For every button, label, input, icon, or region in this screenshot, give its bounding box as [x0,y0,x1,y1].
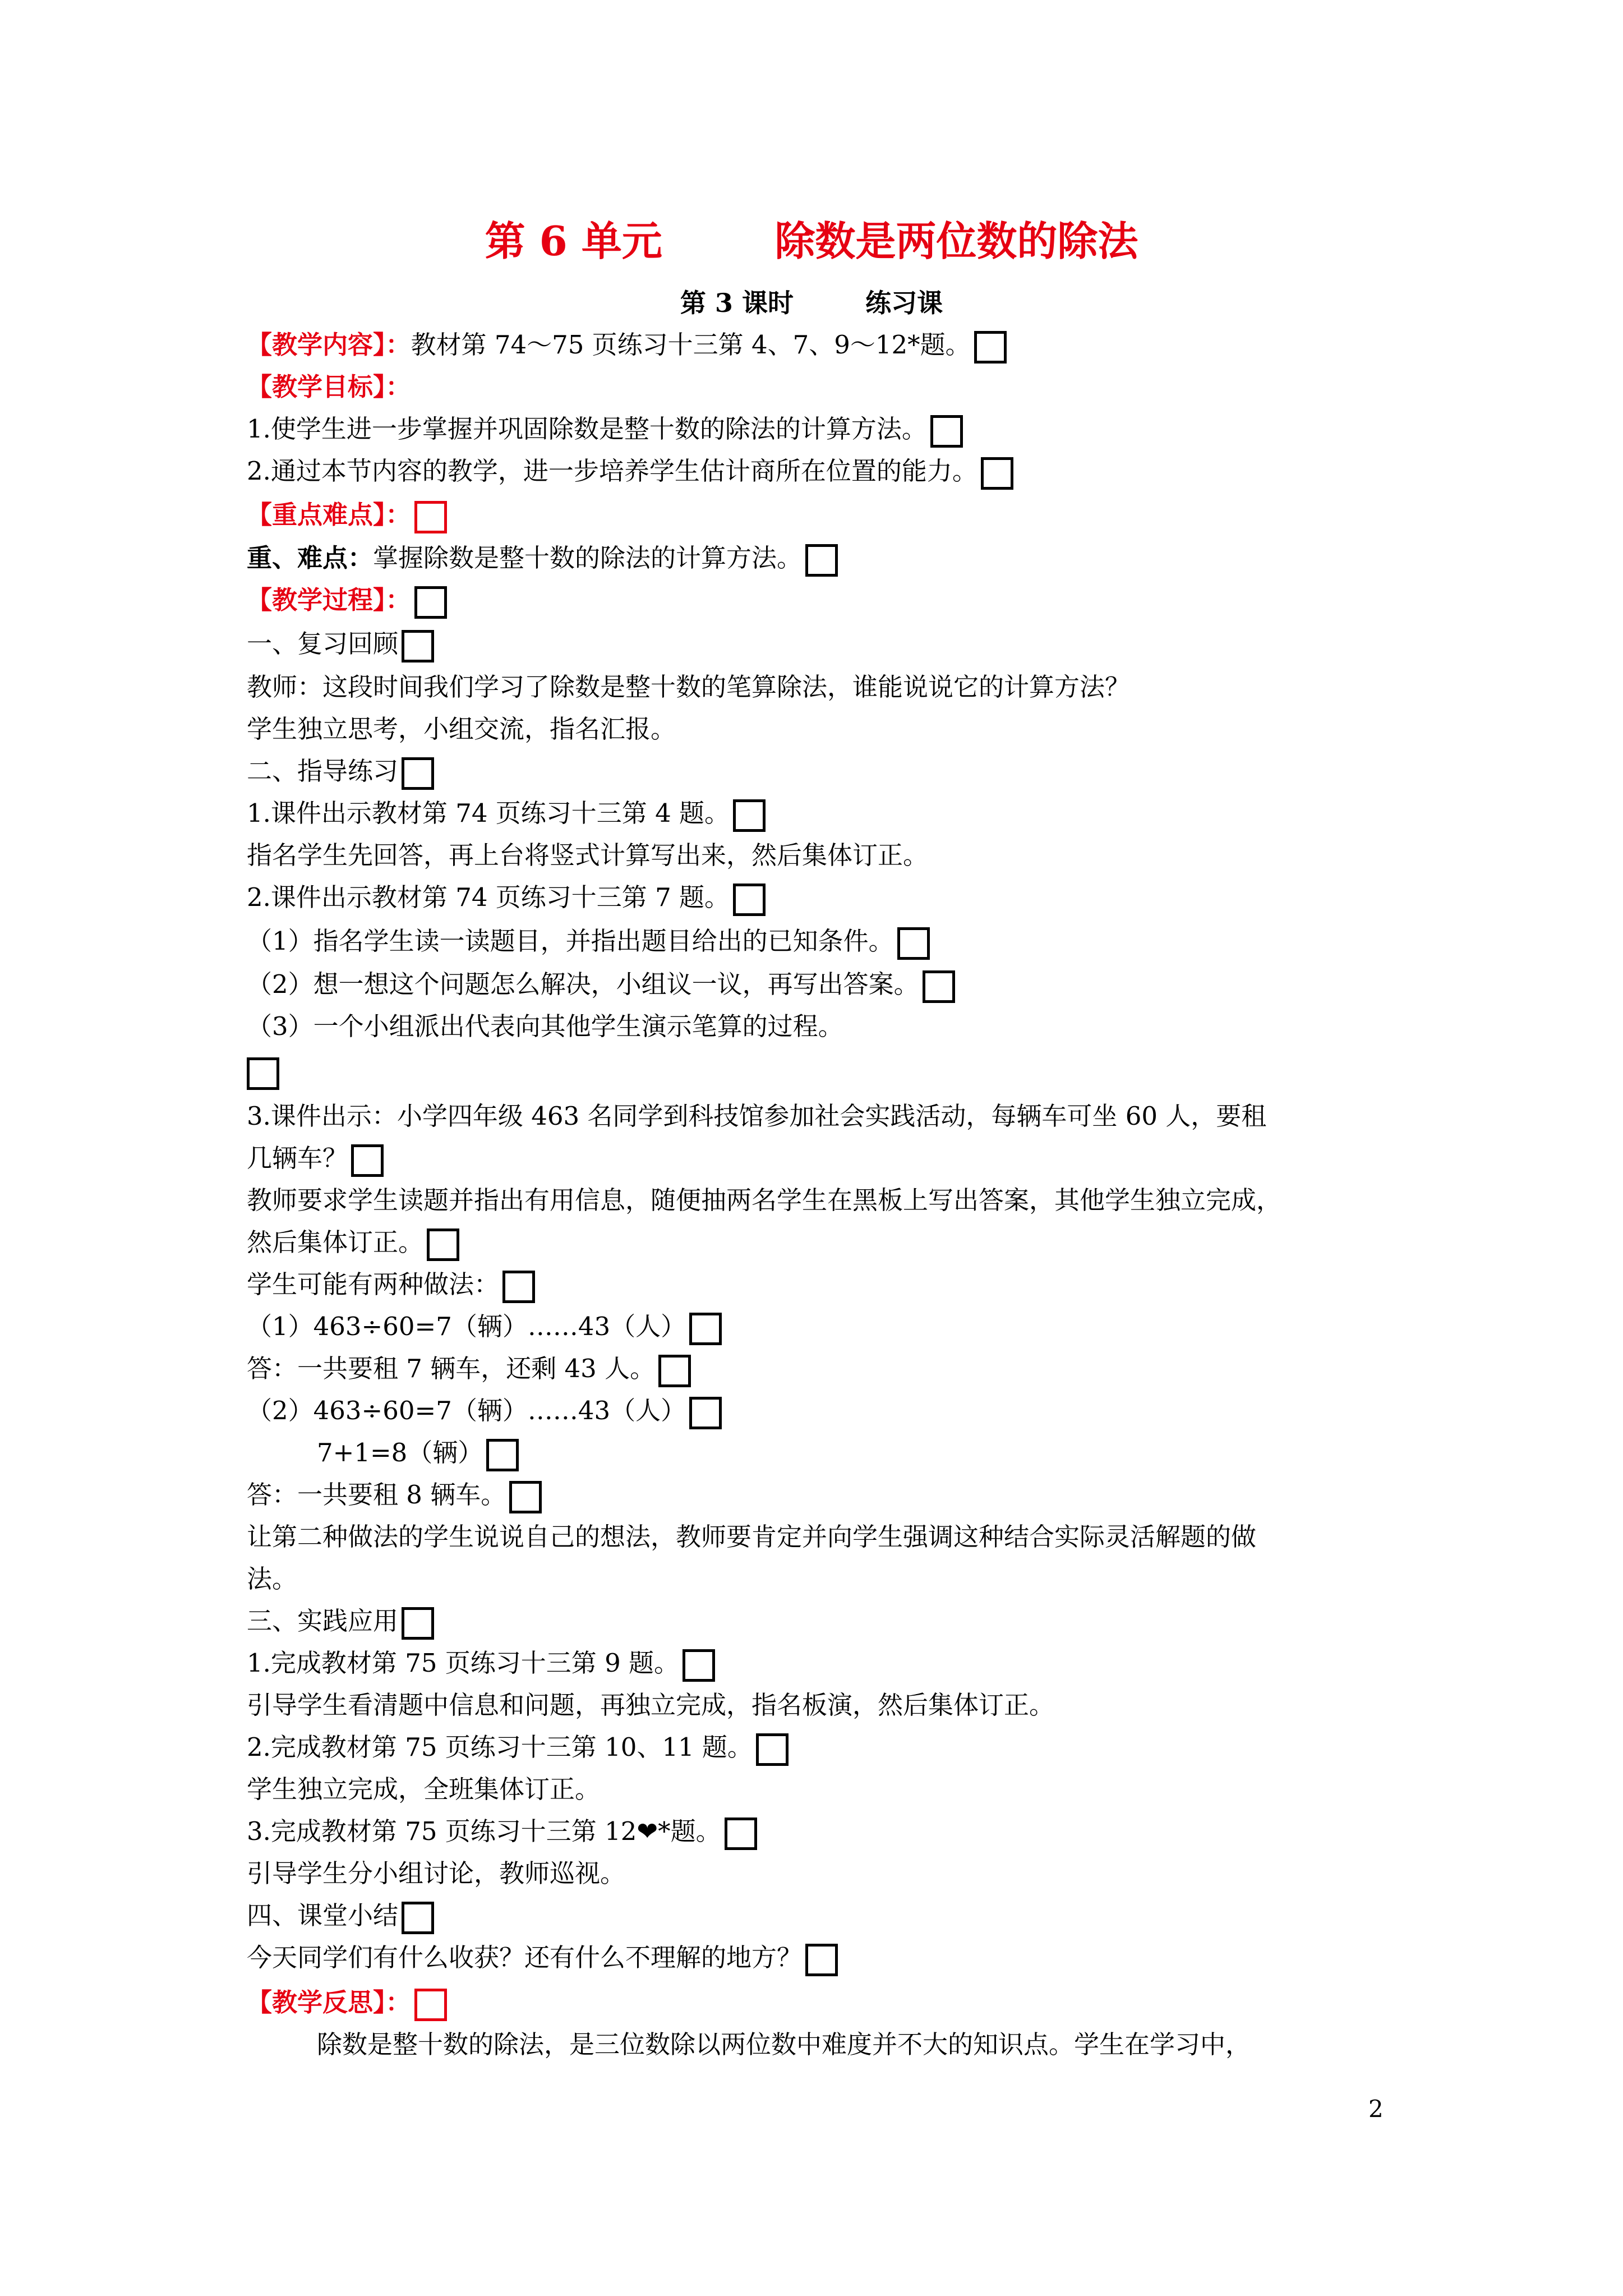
section-label: 【教学内容】： [247,330,411,360]
text-line: （2）想一想这个问题怎么解决，小组议一议，再写出答案。 [247,968,955,1003]
section-application: 三、实践应用 [247,1604,434,1640]
checkbox[interactable] [427,1228,459,1261]
text-line: （3）一个小组派出代表向其他学生演示笔算的过程。 [247,1011,843,1041]
checkbox[interactable] [897,927,930,960]
text-line: 法。 [247,1564,298,1594]
section-label: 【重点难点】： [247,500,411,530]
page-number: 2 [1368,2095,1384,2123]
text-line: 2.完成教材第 75 页练习十三第 10、11 题。 [247,1731,789,1766]
reflection-heading [247,1986,447,2021]
text-line: 答：一共要租 7 辆车，还剩 43 人。 [247,1352,691,1387]
teaching-process-heading [247,583,447,619]
text-line: 引导学生看清题中信息和问题，再独立完成，指名板演，然后集体订正。 [247,1690,1055,1720]
text-line: 今天同学们有什么收获？还有什么不理解的地方？ [247,1941,838,1976]
goal-1: 1.使学生进一步掌握并巩固除数是整十数的除法的计算方法。 [247,412,963,448]
checkbox[interactable] [756,1733,789,1766]
checkbox[interactable] [402,630,434,662]
checkbox[interactable] [414,586,447,619]
section-label: 【教学反思】： [247,1987,411,2017]
key-points-line: 重、难点：掌握除数是整十数的除法的计算方法。 [247,541,838,577]
checkbox[interactable] [805,1944,838,1976]
checkbox[interactable] [733,884,766,916]
checkbox[interactable] [414,1989,447,2021]
checkbox[interactable] [502,1271,535,1303]
text-line: 答：一共要租 8 辆车。 [247,1478,542,1513]
checkbox[interactable] [486,1439,519,1471]
checkbox[interactable] [402,1902,434,1934]
checkbox[interactable] [689,1313,722,1345]
text-line: （1）463÷60=7（辆）……43（人） [247,1310,722,1345]
checkbox[interactable] [414,501,447,533]
checkbox-line [247,1055,279,1090]
lesson-subtitle: 第 3 课时 练习课 [680,288,943,318]
text-line: 几辆车？ [247,1142,384,1177]
checkbox[interactable] [402,1607,434,1640]
checkbox[interactable] [733,799,766,832]
checkbox[interactable] [509,1481,542,1513]
checkbox[interactable] [923,970,955,1003]
text-line: 引导学生分小组讨论，教师巡视。 [247,1858,626,1888]
text-line: 学生独立思考，小组交流，指名汇报。 [247,714,676,744]
text-line: 1.课件出示教材第 74 页练习十三第 4 题。 [247,797,766,832]
text-line: 除数是整十数的除法，是三位数除以两位数中难度并不大的知识点。学生在学习中， [317,2030,1251,2059]
section-label: 【教学目标】： [247,372,411,402]
checkbox[interactable] [725,1818,757,1850]
text-line: 学生可能有两种做法： [247,1268,535,1303]
text-line: 教师要求学生读题并指出有用信息，随便抽两名学生在黑板上写出答案，其他学生独立完成， [247,1185,1282,1215]
checkbox[interactable] [689,1397,722,1429]
text-line: 指名学生先回答，再上台将竖式计算写出来，然后集体订正。 [247,840,929,870]
checkbox[interactable] [930,415,963,448]
text-line: 3.完成教材第 75 页练习十三第 12❤*题。 [247,1815,757,1850]
key-points-heading [247,498,447,533]
text-line: 然后集体订正。 [247,1226,459,1261]
section-summary: 四、课堂小结 [247,1899,434,1934]
section-label: 【教学过程】： [247,585,411,615]
checkbox[interactable] [247,1057,279,1090]
section-guided-practice: 二、指导练习 [247,754,434,790]
text-line: 学生独立完成，全班集体订正。 [247,1774,601,1804]
document-title: 第 6 单元 除数是两位数的除法 [485,217,1138,265]
checkbox[interactable] [805,544,838,577]
section-review: 一、复习回顾 [247,627,434,662]
checkbox[interactable] [351,1144,384,1177]
checkbox[interactable] [402,757,434,790]
text-line: 教师：这段时间我们学习了除数是整十数的笔算除法，谁能说说它的计算方法？ [247,672,1131,702]
checkbox[interactable] [658,1355,691,1387]
text-line: （1）指名学生读一读题目，并指出题目给出的已知条件。 [247,924,930,960]
teaching-goals-heading [247,370,411,404]
text-line: 7+1=8（辆） [317,1436,519,1471]
text-line: 3.课件出示：小学四年级 463 名同学到科技馆参加社会实践活动，每辆车可坐 60 人，要租 [247,1101,1267,1131]
checkbox[interactable] [974,331,1007,364]
checkbox[interactable] [683,1649,715,1682]
goal-2: 2.通过本节内容的教学，进一步培养学生估计商所在位置的能力。 [247,454,1013,490]
text-line: 让第二种做法的学生说说自己的想法，教师要肯定并向学生强调这种结合实际灵活解题的做 [247,1522,1257,1552]
text-line: 1.完成教材第 75 页练习十三第 9 题。 [247,1646,715,1682]
teaching-content-line: 【教学内容】：教材第 74～75 页练习十三第 4、7、9～12*题。 [247,328,1007,364]
text-line: （2）463÷60=7（辆）……43（人） [247,1394,722,1429]
text-line: 2.课件出示教材第 74 页练习十三第 7 题。 [247,881,766,916]
checkbox[interactable] [981,457,1013,490]
